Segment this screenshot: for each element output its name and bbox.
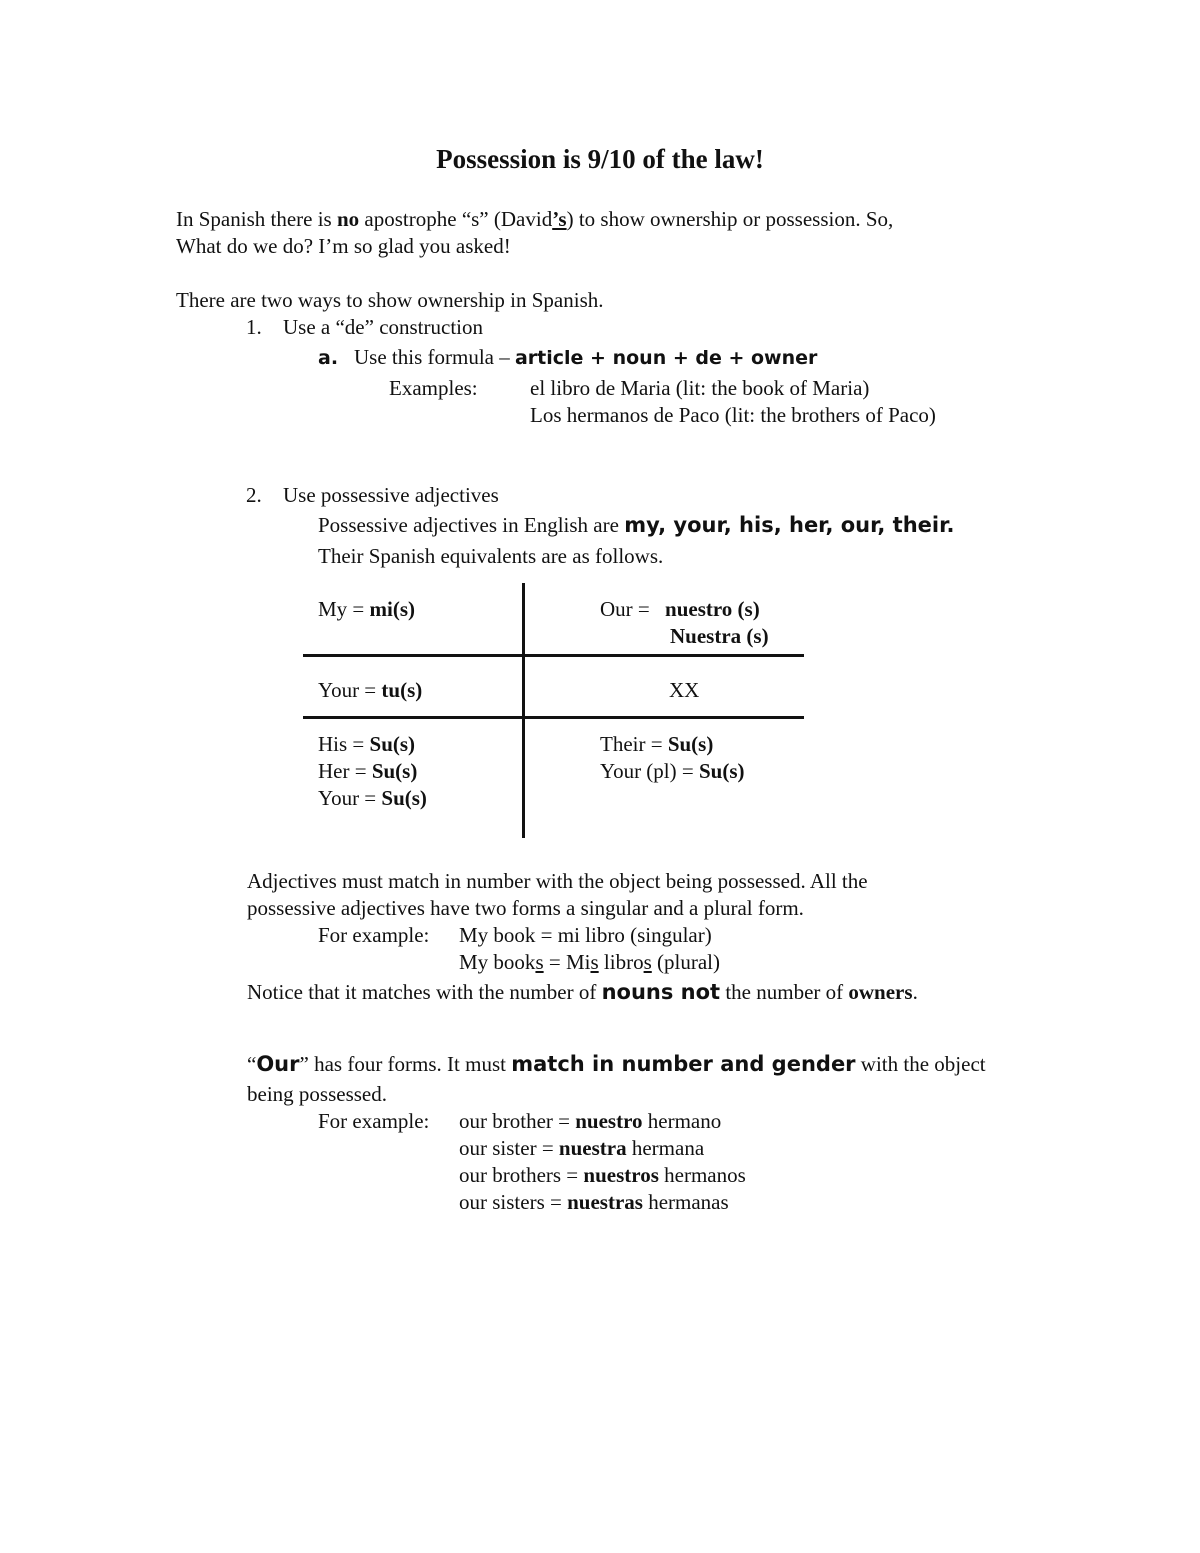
examples-label: Examples:	[389, 376, 478, 400]
cell-your-formal: Your = Su(s)	[318, 786, 427, 810]
notice-line: Notice that it matches with the number of nouns not the number of owners.	[247, 980, 918, 1004]
agreement-for-example: For example:	[318, 923, 430, 947]
intro-line-2: What do we do? I’m so glad you asked!	[176, 234, 511, 258]
intro-line-1: In Spanish there is no apostrophe “s” (David’s) to show ownership or possession. So,	[176, 207, 894, 231]
formula: article + noun + de + owner	[514, 347, 818, 369]
cell-our-fem: Nuestra (s)	[670, 624, 769, 648]
item1-sub-letter: a.	[318, 347, 339, 369]
cell-your: Your = tu(s)	[318, 678, 423, 702]
cell-her: Her = Su(s)	[318, 759, 418, 783]
cell-xx: XX	[669, 678, 700, 702]
table-vertical-divider	[522, 583, 525, 838]
cell-my: My = mi(s)	[318, 597, 416, 621]
item2-line-2: Their Spanish equivalents are as follows.	[318, 544, 664, 568]
cell-his: His = Su(s)	[318, 732, 416, 756]
agreement-example-1: My book = mi libro (singular)	[459, 923, 712, 947]
table-divider-2	[303, 716, 804, 719]
our-example-1: our brother = nuestro hermano	[459, 1109, 722, 1133]
our-example-3: our brothers = nuestros hermanos	[459, 1163, 746, 1187]
agreement-example-2: My books = Mis libros (plural)	[459, 950, 721, 974]
table-divider-1	[303, 654, 804, 657]
ways-intro: There are two ways to show ownership in Spanish.	[176, 288, 604, 312]
cell-their: Their = Su(s)	[600, 732, 714, 756]
item2-line-1: Possessive adjectives in English are my, your, his, her, our, their.	[318, 513, 955, 537]
item2-number: 2.	[246, 483, 262, 507]
example-1: el libro de Maria (lit: the book of Maria)	[530, 376, 870, 400]
example-2: Los hermanos de Paco (lit: the brothers of Paco)	[530, 403, 936, 427]
our-line-2: being possessed.	[247, 1082, 387, 1106]
agreement-line-1: Adjectives must match in number with the object being possessed. All the	[247, 869, 868, 893]
item2-label: Use possessive adjectives	[283, 483, 499, 507]
our-line-1: “Our” has four forms. It must match in number and gender with the object	[247, 1052, 986, 1076]
item1-label: Use a “de” construction	[283, 315, 484, 339]
our-example-2: our sister = nuestra hermana	[459, 1136, 705, 1160]
item1-number: 1.	[246, 315, 262, 339]
our-example-4: our sisters = nuestras hermanas	[459, 1190, 729, 1214]
page-title: Possession is 9/10 of the law!	[436, 144, 764, 174]
cell-our: Our = nuestro (s)	[600, 597, 760, 621]
agreement-line-2: possessive adjectives have two forms a singular and a plural form.	[247, 896, 804, 920]
our-for-example: For example:	[318, 1109, 430, 1133]
cell-your-plural: Your (pl) = Su(s)	[600, 759, 745, 783]
item1-formula-line: Use this formula – article + noun + de + owner	[354, 345, 818, 369]
